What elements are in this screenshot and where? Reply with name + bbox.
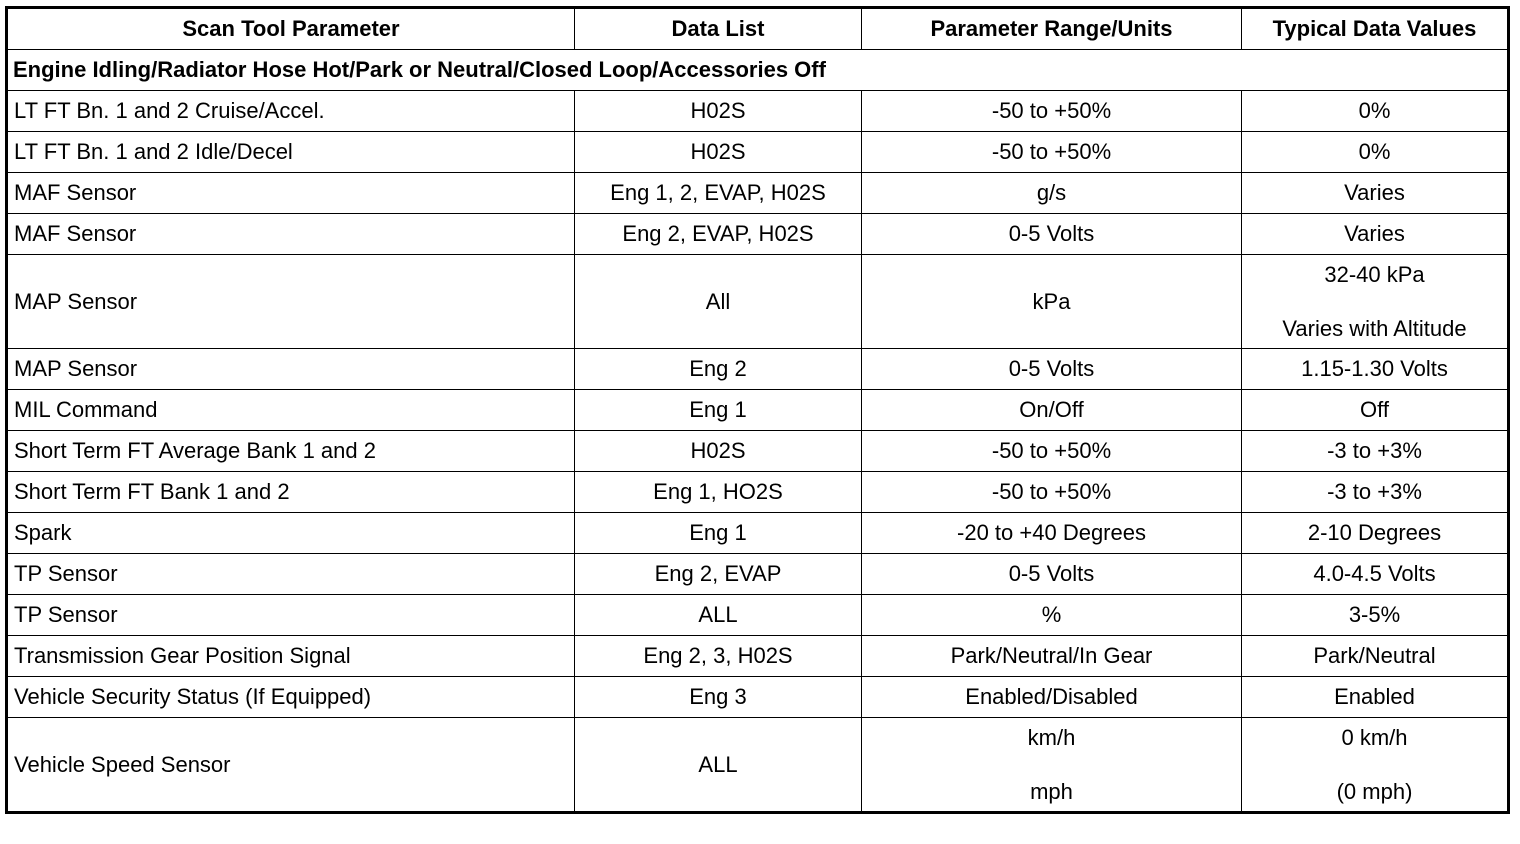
range-cell: Enabled/Disabled bbox=[862, 677, 1242, 718]
table-row bbox=[7, 554, 1509, 595]
table-row bbox=[7, 390, 1509, 431]
table-row bbox=[7, 718, 1509, 813]
typical-cell: Varies bbox=[1242, 173, 1509, 214]
data-list-cell: H02S bbox=[575, 91, 862, 132]
range-cell: -50 to +50% bbox=[862, 472, 1242, 513]
parameter-cell: MAP Sensor bbox=[7, 349, 575, 390]
data-list-cell: Eng 2 bbox=[575, 349, 862, 390]
range-cell: 0-5 Volts bbox=[862, 349, 1242, 390]
table-row bbox=[7, 349, 1509, 390]
parameter-cell: Spark bbox=[7, 513, 575, 554]
data-list-cell: Eng 1 bbox=[575, 513, 862, 554]
typical-cell bbox=[1242, 718, 1509, 813]
data-list-cell: Eng 2, 3, H02S bbox=[575, 636, 862, 677]
table-row bbox=[7, 214, 1509, 255]
parameter-cell: Vehicle Speed Sensor bbox=[7, 718, 575, 813]
typical-cell: 2-10 Degrees bbox=[1242, 513, 1509, 554]
data-list-cell: H02S bbox=[575, 431, 862, 472]
header-data-list: Data List bbox=[575, 8, 862, 50]
parameter-cell: MAP Sensor bbox=[7, 255, 575, 349]
scan-tool-data-table bbox=[5, 6, 1510, 814]
typical-cell: 4.0-4.5 Volts bbox=[1242, 554, 1509, 595]
range-cell: -50 to +50% bbox=[862, 431, 1242, 472]
parameter-cell: LT FT Bn. 1 and 2 Idle/Decel bbox=[7, 132, 575, 173]
data-list-cell: Eng 1, HO2S bbox=[575, 472, 862, 513]
section-row bbox=[7, 50, 1509, 91]
typical-cell: Off bbox=[1242, 390, 1509, 431]
data-list-cell: ALL bbox=[575, 595, 862, 636]
range-cell: Park/Neutral/In Gear bbox=[862, 636, 1242, 677]
parameter-cell: Short Term FT Average Bank 1 and 2 bbox=[7, 431, 575, 472]
typical-line-2: (0 mph) bbox=[1336, 778, 1413, 804]
typical-line-1: 0 km/h bbox=[1341, 724, 1408, 750]
data-list-cell: Eng 3 bbox=[575, 677, 862, 718]
data-list-cell: Eng 2, EVAP, H02S bbox=[575, 214, 862, 255]
table-row bbox=[7, 472, 1509, 513]
parameter-cell: MAF Sensor bbox=[7, 173, 575, 214]
typical-cell: -3 to +3% bbox=[1242, 472, 1509, 513]
typical-cell: 1.15-1.30 Volts bbox=[1242, 349, 1509, 390]
typical-cell: Park/Neutral bbox=[1242, 636, 1509, 677]
typical-cell: 3-5% bbox=[1242, 595, 1509, 636]
parameter-cell: TP Sensor bbox=[7, 554, 575, 595]
table-row bbox=[7, 677, 1509, 718]
typical-cell: Varies bbox=[1242, 214, 1509, 255]
section-title: Engine Idling/Radiator Hose Hot/Park or Neutral/Closed Loop/Accessories Off bbox=[7, 50, 1509, 91]
table-row bbox=[7, 431, 1509, 472]
range-cell bbox=[862, 718, 1242, 813]
typical-cell: 0% bbox=[1242, 91, 1509, 132]
range-cell: -50 to +50% bbox=[862, 91, 1242, 132]
range-cell: 0-5 Volts bbox=[862, 554, 1242, 595]
range-line-2: mph bbox=[1030, 778, 1073, 804]
typical-cell: -3 to +3% bbox=[1242, 431, 1509, 472]
header-parameter-range-units: Parameter Range/Units bbox=[862, 8, 1242, 50]
parameter-cell: Short Term FT Bank 1 and 2 bbox=[7, 472, 575, 513]
parameter-cell: Vehicle Security Status (If Equipped) bbox=[7, 677, 575, 718]
parameter-cell: LT FT Bn. 1 and 2 Cruise/Accel. bbox=[7, 91, 575, 132]
table-row bbox=[7, 595, 1509, 636]
parameter-cell: MIL Command bbox=[7, 390, 575, 431]
typical-line-2: Varies with Altitude bbox=[1282, 315, 1467, 341]
table-row bbox=[7, 91, 1509, 132]
range-cell: % bbox=[862, 595, 1242, 636]
typical-cell bbox=[1242, 255, 1509, 349]
data-list-cell: ALL bbox=[575, 718, 862, 813]
typical-line-1: 32-40 kPa bbox=[1324, 261, 1425, 287]
header-typical-data-values: Typical Data Values bbox=[1242, 8, 1509, 50]
data-list-cell: H02S bbox=[575, 132, 862, 173]
data-list-cell: Eng 1 bbox=[575, 390, 862, 431]
parameter-cell: MAF Sensor bbox=[7, 214, 575, 255]
range-cell: 0-5 Volts bbox=[862, 214, 1242, 255]
data-list-cell: Eng 1, 2, EVAP, H02S bbox=[575, 173, 862, 214]
data-list-cell: All bbox=[575, 255, 862, 349]
parameter-cell: Transmission Gear Position Signal bbox=[7, 636, 575, 677]
range-cell: g/s bbox=[862, 173, 1242, 214]
range-line-1: km/h bbox=[1027, 724, 1076, 750]
range-cell: On/Off bbox=[862, 390, 1242, 431]
range-cell: -20 to +40 Degrees bbox=[862, 513, 1242, 554]
header-scan-tool-parameter: Scan Tool Parameter bbox=[7, 8, 575, 50]
typical-cell: Enabled bbox=[1242, 677, 1509, 718]
header-row bbox=[7, 8, 1509, 50]
table-row bbox=[7, 132, 1509, 173]
range-cell: kPa bbox=[862, 255, 1242, 349]
table-row bbox=[7, 255, 1509, 349]
data-list-cell: Eng 2, EVAP bbox=[575, 554, 862, 595]
range-cell: -50 to +50% bbox=[862, 132, 1242, 173]
table-row bbox=[7, 173, 1509, 214]
typical-cell: 0% bbox=[1242, 132, 1509, 173]
table-row bbox=[7, 636, 1509, 677]
table-row bbox=[7, 513, 1509, 554]
parameter-cell: TP Sensor bbox=[7, 595, 575, 636]
